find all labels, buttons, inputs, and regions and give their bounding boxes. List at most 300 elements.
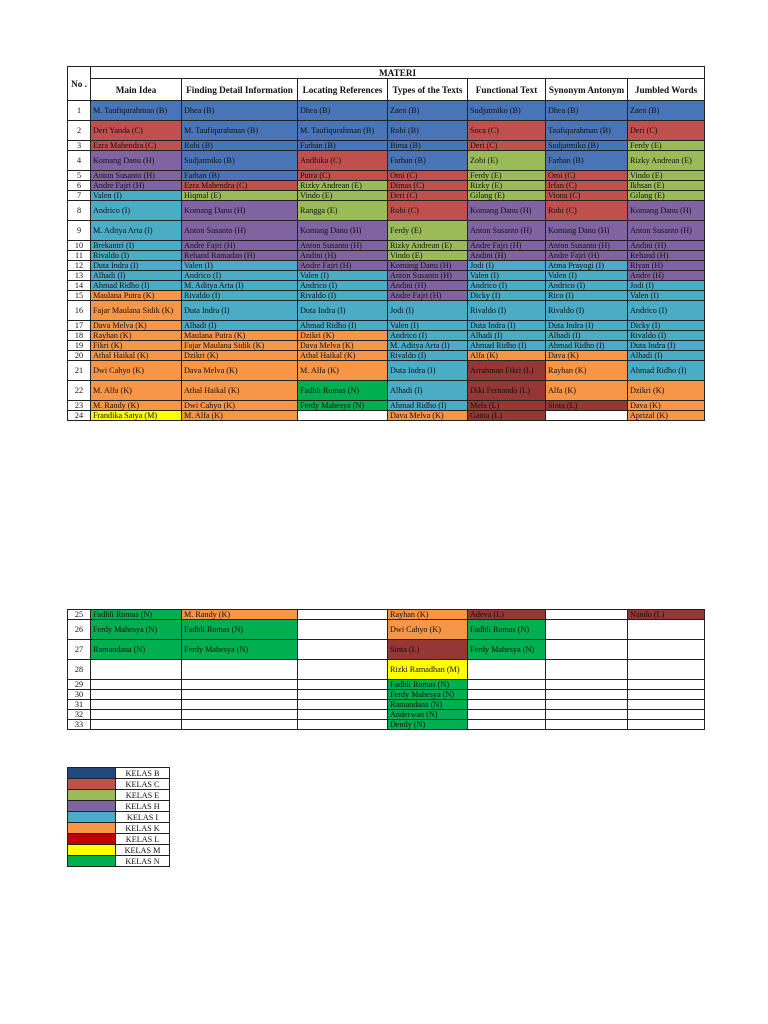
student-cell (468, 700, 546, 710)
student-cell: Vindo (E) (388, 251, 468, 261)
table-row (68, 181, 705, 191)
student-cell: Valen (I) (546, 271, 628, 281)
student-cell: Fikri (K) (91, 341, 182, 351)
legend-label: KELAS M (116, 845, 170, 856)
student-cell (298, 620, 388, 640)
student-cell: Ferdy (E) (468, 171, 546, 181)
student-cell (182, 720, 298, 730)
student-cell: Andini (H) (388, 281, 468, 291)
table-row (68, 291, 705, 301)
materi-table-top-body (68, 101, 705, 421)
row-number: 21 (68, 361, 91, 381)
row-number: 32 (68, 710, 91, 720)
student-cell: Rivaldo (I) (546, 301, 628, 321)
table-row (68, 101, 705, 121)
student-cell (628, 710, 705, 720)
row-number: 20 (68, 351, 91, 361)
legend-swatch (68, 823, 116, 834)
table-row (68, 401, 705, 411)
student-cell: Ferdy Mahesya (N) (298, 401, 388, 411)
table-row (68, 341, 705, 351)
student-cell: Fadhli Romas (N) (298, 381, 388, 401)
class-legend (67, 767, 170, 867)
class-legend-body (68, 768, 170, 867)
student-cell: Valen (I) (628, 291, 705, 301)
legend-label: KELAS B (116, 768, 170, 779)
header-main-idea: Main Idea (91, 79, 182, 101)
student-cell: Rehand Ramadan (H) (182, 251, 298, 261)
student-cell: Omi (C) (388, 171, 468, 181)
student-cell: Sinta (L) (388, 640, 468, 660)
header-functional-text: Functional Text (468, 79, 546, 101)
student-cell: Jodi (I) (628, 281, 705, 291)
student-cell: Ahmad Ridho (I) (388, 401, 468, 411)
table-row (68, 361, 705, 381)
student-cell (546, 690, 628, 700)
legend-row (68, 856, 170, 867)
student-cell: Komang Danu (H) (388, 261, 468, 271)
table-row (68, 620, 705, 640)
student-cell: Hiqmal (E) (182, 191, 298, 201)
student-cell: Robi (C) (388, 201, 468, 221)
student-cell: Diki Fernando (L) (468, 381, 546, 401)
student-cell: Andre Fajri (H) (388, 291, 468, 301)
student-cell (182, 700, 298, 710)
header-materi: MATERI (91, 67, 705, 79)
student-cell: Putra (C) (298, 171, 388, 181)
table-row (68, 191, 705, 201)
student-cell: Duta Indra (I) (298, 301, 388, 321)
student-cell: Atma Prayogi (I) (546, 261, 628, 271)
student-cell: Ferdy Mahesya (N) (388, 690, 468, 700)
student-cell: Ahmad Ridho (I) (546, 341, 628, 351)
row-number: 14 (68, 281, 91, 291)
table-row (68, 141, 705, 151)
student-cell: Fadhli Romas (N) (388, 680, 468, 690)
student-cell (628, 690, 705, 700)
student-cell: Anderwan (N) (388, 710, 468, 720)
student-cell: Anton Susanto (H) (628, 221, 705, 241)
legend-swatch (68, 812, 116, 823)
student-cell: M. Alfa (K) (182, 411, 298, 421)
legend-row (68, 834, 170, 845)
student-cell: M. Alfa (K) (298, 361, 388, 381)
header-types-of-texts: Types of the Texts (388, 79, 468, 101)
student-cell: Komang Danu (H) (628, 201, 705, 221)
student-cell: Dava (K) (546, 351, 628, 361)
student-cell (298, 610, 388, 620)
student-cell: Ferdy (E) (388, 221, 468, 241)
table-row (68, 171, 705, 181)
table-row (68, 221, 705, 241)
student-cell: Alhadi (I) (546, 331, 628, 341)
student-cell: Duta Indra (I) (628, 341, 705, 351)
student-cell: Fadhli Romas (N) (182, 620, 298, 640)
student-cell: Anton Susanto (H) (468, 221, 546, 241)
row-number: 10 (68, 241, 91, 251)
student-cell: Nando (L) (628, 610, 705, 620)
student-cell (298, 680, 388, 690)
student-cell: Duta Indra (I) (182, 301, 298, 321)
table-row (68, 351, 705, 361)
legend-label: KELAS N (116, 856, 170, 867)
student-cell: Dendy (N) (388, 720, 468, 730)
student-cell: Dhea (B) (182, 101, 298, 121)
student-cell: Ferdy Mahesya (N) (91, 620, 182, 640)
legend-row (68, 779, 170, 790)
legend-label: KELAS I (116, 812, 170, 823)
legend-label: KELAS C (116, 779, 170, 790)
legend-row (68, 801, 170, 812)
student-cell: Zobi (E) (468, 151, 546, 171)
table-row (68, 331, 705, 341)
legend-label: KELAS H (116, 801, 170, 812)
student-cell: Dhea (B) (546, 101, 628, 121)
materi-table-top (67, 66, 705, 421)
student-cell: Duta Indra (I) (546, 321, 628, 331)
student-cell: Irfan (C) (546, 181, 628, 191)
student-cell: Alhadi (I) (91, 271, 182, 281)
student-cell: Dava Melva (K) (388, 411, 468, 421)
row-number: 22 (68, 381, 91, 401)
row-number: 28 (68, 660, 91, 680)
student-cell: Duta Indra (I) (468, 321, 546, 331)
student-cell: Andre (H) (628, 271, 705, 281)
student-cell: Komang Danu (H) (298, 221, 388, 241)
table-row (68, 321, 705, 331)
student-cell (182, 710, 298, 720)
student-cell: Dzikri (K) (182, 351, 298, 361)
student-cell: Andini (H) (628, 241, 705, 251)
student-cell (298, 720, 388, 730)
student-cell: Ferdy (E) (628, 141, 705, 151)
student-cell (91, 710, 182, 720)
student-cell: Fadhli Romas (N) (468, 620, 546, 640)
student-cell: Mela (L) (468, 401, 546, 411)
student-cell (546, 680, 628, 690)
student-cell: Rangga (E) (298, 201, 388, 221)
legend-row (68, 790, 170, 801)
table-row (68, 261, 705, 271)
student-cell: Sudjatmiko (B) (546, 141, 628, 151)
student-cell: Ferdy Mahesya (N) (182, 640, 298, 660)
row-number: 3 (68, 141, 91, 151)
student-cell (298, 411, 388, 421)
student-cell: Rizki Ramadhan (M) (388, 660, 468, 680)
student-cell (298, 700, 388, 710)
student-cell: M. Aditya Arta (I) (182, 281, 298, 291)
student-cell (546, 610, 628, 620)
legend-row (68, 812, 170, 823)
student-cell: Ahmad Ridho (I) (298, 321, 388, 331)
student-cell: Andhika (C) (298, 151, 388, 171)
student-cell: Dwi Cahyo (K) (182, 401, 298, 411)
row-number: 1 (68, 101, 91, 121)
header-jumbled-words: Jumbled Words (628, 79, 705, 101)
table-row (68, 301, 705, 321)
header-locating-references: Locating References (298, 79, 388, 101)
student-cell: Athal Haikal (K) (91, 351, 182, 361)
student-cell: Andrico (I) (91, 201, 182, 221)
student-cell: Valen (I) (182, 261, 298, 271)
student-cell: Aprizal (K) (628, 411, 705, 421)
student-cell: Dava (K) (628, 401, 705, 411)
student-cell: Rivaldo (I) (628, 331, 705, 341)
student-cell (546, 640, 628, 660)
student-cell: Duta Indra (I) (388, 361, 468, 381)
student-cell: Andini (H) (468, 251, 546, 261)
table-row (68, 121, 705, 141)
table-row (68, 381, 705, 401)
student-cell: Anton Susanto (H) (388, 271, 468, 281)
row-number: 16 (68, 301, 91, 321)
header-synonym-antonym: Synonym Antonym (546, 79, 628, 101)
student-cell (468, 710, 546, 720)
student-cell: Alfa (K) (468, 351, 546, 361)
table-row (68, 241, 705, 251)
legend-swatch (68, 834, 116, 845)
student-cell: Rivaldo (I) (298, 291, 388, 301)
student-cell: Andini (H) (298, 251, 388, 261)
student-cell: Ganta (L) (468, 411, 546, 421)
student-cell: Komang Danu (H) (182, 201, 298, 221)
student-cell: Andre Fajri (H) (182, 241, 298, 251)
student-cell (91, 680, 182, 690)
student-cell: Rivaldo (I) (388, 351, 468, 361)
student-cell: Athal Haikal (K) (182, 381, 298, 401)
student-cell: Ramandana (N) (91, 640, 182, 660)
legend-row (68, 823, 170, 834)
legend-label: KELAS E (116, 790, 170, 801)
student-cell: M. Randy (K) (91, 401, 182, 411)
table-row (68, 281, 705, 291)
student-cell (91, 720, 182, 730)
student-cell: Ezra Mahendra (C) (91, 141, 182, 151)
student-cell (546, 720, 628, 730)
student-cell (91, 690, 182, 700)
student-cell: Andrico (I) (546, 281, 628, 291)
row-number: 5 (68, 171, 91, 181)
row-number: 15 (68, 291, 91, 301)
student-cell: Rico (I) (546, 291, 628, 301)
table-row (68, 700, 705, 710)
row-number: 11 (68, 251, 91, 261)
row-number: 7 (68, 191, 91, 201)
student-cell: M. Aditya Arta (I) (91, 221, 182, 241)
student-cell: Dwi Cahyo (K) (388, 620, 468, 640)
student-cell: Rizky (E) (468, 181, 546, 191)
student-cell: Deri Yanda (C) (91, 121, 182, 141)
legend-swatch (68, 768, 116, 779)
row-number: 29 (68, 680, 91, 690)
student-cell: Soca (C) (468, 121, 546, 141)
student-cell: Alhadi (I) (628, 351, 705, 361)
student-cell (468, 720, 546, 730)
student-cell: Valen (I) (388, 321, 468, 331)
table-row (68, 660, 705, 680)
student-cell (546, 700, 628, 710)
student-cell: M. Randy (K) (182, 610, 298, 620)
row-number: 2 (68, 121, 91, 141)
student-cell: Andrico (I) (182, 271, 298, 281)
student-cell (468, 690, 546, 700)
student-cell: Brekantri (I) (91, 241, 182, 251)
student-cell: Sudjatmiko (B) (182, 151, 298, 171)
student-cell: Rivaldo (I) (468, 301, 546, 321)
student-cell (468, 680, 546, 690)
row-number: 18 (68, 331, 91, 341)
legend-swatch (68, 856, 116, 867)
student-cell (182, 660, 298, 680)
row-number: 33 (68, 720, 91, 730)
student-cell: Dava Melva (K) (298, 341, 388, 351)
row-number: 8 (68, 201, 91, 221)
row-number: 12 (68, 261, 91, 271)
student-cell: Rizky Andrean (E) (298, 181, 388, 191)
student-cell: Dzikri (K) (628, 381, 705, 401)
student-cell: Deri (C) (468, 141, 546, 151)
student-cell: M. Aditya Arta (I) (388, 341, 468, 351)
student-cell (628, 720, 705, 730)
student-cell: Jodi (I) (388, 301, 468, 321)
student-cell: Ahmad Ridho (I) (628, 361, 705, 381)
student-cell: Jodi (I) (468, 261, 546, 271)
table-row (68, 201, 705, 221)
student-cell: Anton Susanto (H) (91, 171, 182, 181)
student-cell (468, 660, 546, 680)
materi-table-bottom (67, 609, 705, 730)
student-cell (546, 710, 628, 720)
student-cell (628, 620, 705, 640)
legend-swatch (68, 779, 116, 790)
student-cell: Bima (B) (388, 141, 468, 151)
student-cell (628, 680, 705, 690)
student-cell: M. Taufiqurahman (B) (298, 121, 388, 141)
student-cell: Fajar Maulana Sidik (K) (91, 301, 182, 321)
student-cell: Deri (C) (628, 121, 705, 141)
student-cell: Athal Haikal (K) (298, 351, 388, 361)
student-cell: Dava Melva (K) (91, 321, 182, 331)
table-row (68, 680, 705, 690)
table-row (68, 411, 705, 421)
student-cell: Andrico (I) (298, 281, 388, 291)
student-cell: Omi (C) (546, 171, 628, 181)
student-cell: Komang Danu (H) (91, 151, 182, 171)
student-cell: Rehand (H) (628, 251, 705, 261)
student-cell (546, 660, 628, 680)
student-cell (182, 680, 298, 690)
row-number: 6 (68, 181, 91, 191)
student-cell (628, 660, 705, 680)
student-cell: Viona (C) (546, 191, 628, 201)
student-cell: Ramandana (N) (388, 700, 468, 710)
table-row (68, 690, 705, 700)
student-cell: Sinta (L) (546, 401, 628, 411)
student-cell: Andrico (I) (628, 301, 705, 321)
student-cell: Alhadi (I) (182, 321, 298, 331)
row-number: 31 (68, 700, 91, 710)
student-cell: Farhan (B) (182, 171, 298, 181)
student-cell: Farhan (B) (546, 151, 628, 171)
student-cell: Ahmad Ridho (I) (468, 341, 546, 351)
row-number: 24 (68, 411, 91, 421)
student-cell: Alfa (K) (546, 381, 628, 401)
table-row (68, 640, 705, 660)
student-cell: Rayhan (K) (91, 331, 182, 341)
student-cell: Alhadi (I) (388, 381, 468, 401)
student-cell: Ferdy Mahesya (N) (468, 640, 546, 660)
row-number: 30 (68, 690, 91, 700)
student-cell: Ezra Mahendra (C) (182, 181, 298, 191)
materi-table-bottom-body (68, 610, 705, 730)
student-cell: Rayhan (K) (388, 610, 468, 620)
row-number: 26 (68, 620, 91, 640)
legend-swatch (68, 845, 116, 856)
row-number: 17 (68, 321, 91, 331)
student-cell: Dava Melva (K) (182, 361, 298, 381)
student-cell: Ahmad Ridho (I) (91, 281, 182, 291)
row-number: 23 (68, 401, 91, 411)
student-cell: Farhan (B) (298, 141, 388, 151)
legend-swatch (68, 801, 116, 812)
student-cell (546, 620, 628, 640)
student-cell: Rivaldo (I) (182, 291, 298, 301)
student-cell: Vindo (E) (628, 171, 705, 181)
student-cell (628, 640, 705, 660)
table-row (68, 710, 705, 720)
student-cell: Dicky (I) (628, 321, 705, 331)
student-cell: Deri (C) (388, 191, 468, 201)
table-row (68, 720, 705, 730)
student-cell: Dicky (I) (468, 291, 546, 301)
student-cell (298, 710, 388, 720)
student-cell: Rivaldo (I) (91, 251, 182, 261)
student-cell: Dwi Cahyo (K) (91, 361, 182, 381)
student-cell: Rayhan (K) (546, 361, 628, 381)
student-cell: Rizky Andrean (E) (628, 151, 705, 171)
student-cell: Andrico (I) (468, 281, 546, 291)
student-cell (91, 700, 182, 710)
student-cell: Gilang (E) (628, 191, 705, 201)
student-cell: Anton Susanto (H) (298, 241, 388, 251)
table-row (68, 151, 705, 171)
row-number: 19 (68, 341, 91, 351)
student-cell: Duta Indra (I) (91, 261, 182, 271)
student-cell: Komang Danu (H) (546, 221, 628, 241)
student-cell: Sudjatmiko (B) (468, 101, 546, 121)
student-cell: Valen (I) (468, 271, 546, 281)
legend-swatch (68, 790, 116, 801)
student-cell: Andre Fajri (H) (546, 251, 628, 261)
student-cell (182, 690, 298, 700)
student-cell: Robi (C) (546, 201, 628, 221)
student-cell: Valen (I) (91, 191, 182, 201)
row-number: 9 (68, 221, 91, 241)
student-cell (298, 690, 388, 700)
student-cell: Dimas (C) (388, 181, 468, 191)
student-cell: Robi (B) (182, 141, 298, 151)
legend-row (68, 845, 170, 856)
student-cell: Vindo (E) (298, 191, 388, 201)
student-cell: Maulana Putra (K) (91, 291, 182, 301)
student-cell: Anton Susanto (H) (182, 221, 298, 241)
table-row (68, 251, 705, 261)
legend-label: KELAS L (116, 834, 170, 845)
student-cell: Anton Susanto (H) (546, 241, 628, 251)
student-cell (298, 660, 388, 680)
student-cell (298, 640, 388, 660)
student-cell (91, 660, 182, 680)
